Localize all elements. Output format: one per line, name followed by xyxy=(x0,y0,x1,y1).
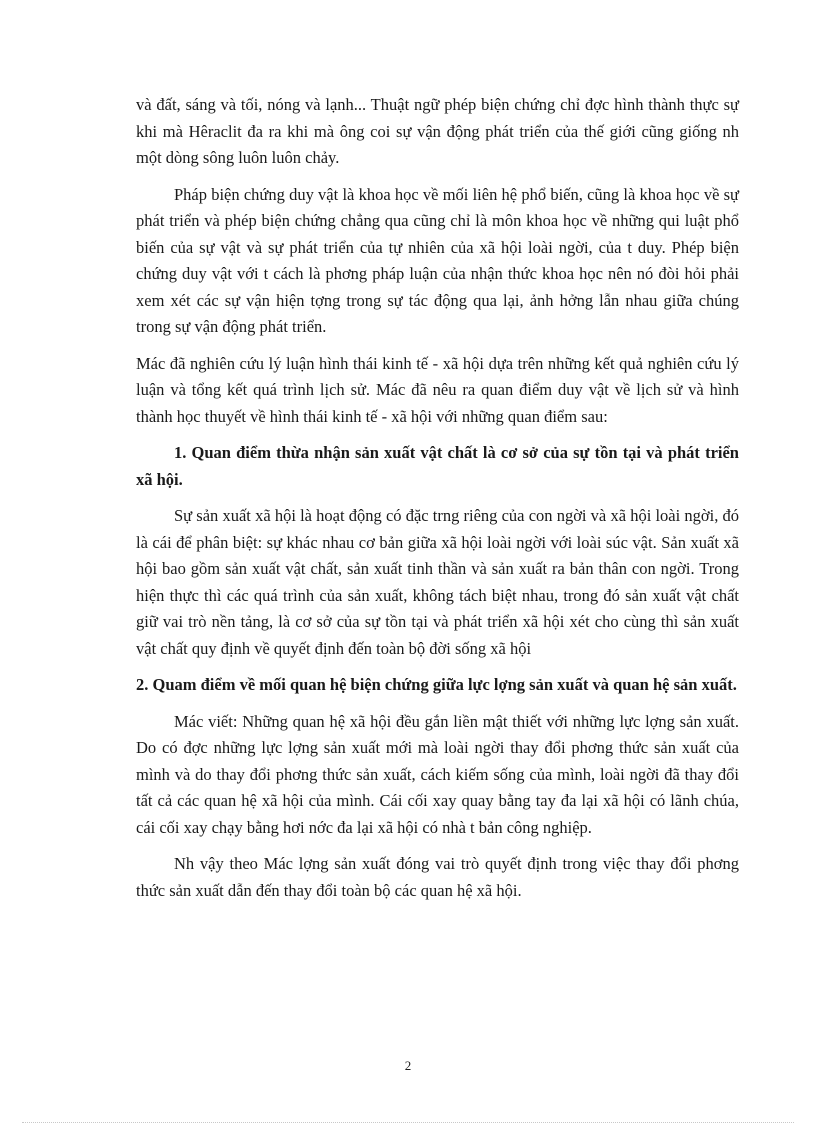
section-heading-1: 1. Quan điểm thừa nhận sản xuất vật chất là cơ sở của sự tồn tại và phát triển xã hội. xyxy=(136,443,739,489)
page-number: 2 xyxy=(404,1058,412,1073)
paragraph-marx-quote: Mác viết: Những quan hệ xã hội đều gắn liền mật thiết với những lực lợng sản xuất. Do có đợc những lực lợng sản xuất mới mà loài ngời thay đổi phơng thức sản xuất của mình và do thay đổi phơng thức sản xuất, cách kiếm sống của mình, loài ngời đã thay đổi tất cả các quan hệ xã hội của mình. Cái cối xay quay bằng tay đa lại xã hội có lãnh chúa, cái cối xay chạy bằng hơi nớc đa lại xã hội có nhà t bản công nghiệp. xyxy=(136,711,739,837)
paragraph-social-production: Sự sản xuất xã hội là hoạt động có đặc trng riêng của con ngời và xã hội loài ngời, đó là cái để phân biệt: sự khác nhau cơ bản giữa xã hội loài ngời với loài súc vật. Sản xuất xã hội bao gồm sản xuất vật chất, sản xuất tinh thần và sản xuất ra bản thân con ngời. Trong hiện thực thì các quá trình của sản xuất, không tách biệt nhau, trong đó sản xuất vật chất giữ vai trò nền tảng, là cơ sở của sự tồn tại và phát triển xã hội xét cho cùng thì sản xuất vật chất quy định về quyết định đến toàn bộ đời sống xã hội xyxy=(136,506,739,658)
section-heading-2: 2. Quam điểm về mối quan hệ biện chứng giữa lực lợng sản xuất và quan hệ sản xuất. xyxy=(136,675,737,694)
paragraph-intro-continuation: và đất, sáng và tối, nóng và lạnh... Thuật ngữ phép biện chứng chỉ đợc hình thành thực sự khi mà Hêraclit đa ra khi mà ông coi sự vận động phát triển của thế giới cũng giống nh một dòng sông luôn luôn chảy. xyxy=(136,95,739,167)
paragraph-conclusion: Nh vậy theo Mác lợng sản xuất đóng vai trò quyết định trong việc thay đổi phơng thức sản xuất dẫn đến thay đổi toàn bộ các quan hệ xã hội. xyxy=(136,854,739,900)
paragraph-marx-theory: Mác đã nghiên cứu lý luận hình thái kinh tế - xã hội dựa trên những kết quả nghiên cứu lý luận và tổng kết quá trình lịch sử. Mác đã nêu ra quan điểm duy vật về lịch sử và hình thành học thuyết về hình thái kinh tế - xã hội với những quan điểm sau: xyxy=(136,353,739,426)
paragraph-dialectics: Pháp biện chứng duy vật là khoa học về mối liên hệ phổ biến, cũng là khoa học về sự phát triển và phép biện chứng chẳng qua cũng chỉ là môn khoa học về những qui luật phổ biến của sự vật và sự phát triển của tự nhiên của xã hội loài ngời, của t duy. Phép biện chứng duy vật với t cách là phơng pháp luận của nhận thức khoa học nên nó đòi hỏi phải xem xét các sự vận hiện tợng trong sự tác động qua lại, ảnh hởng lẫn nhau giữa chúng trong sự vận động phát triển. xyxy=(136,184,739,336)
document-body xyxy=(136,92,739,914)
